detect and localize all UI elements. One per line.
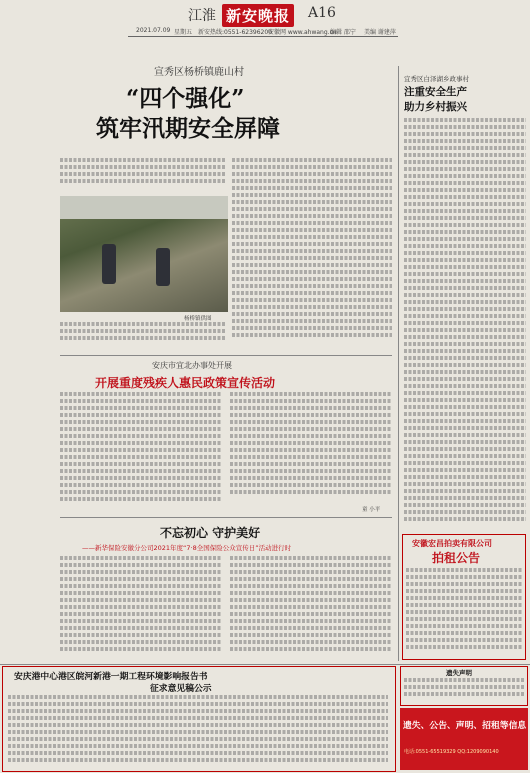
main-story-lead <box>60 158 225 192</box>
section-divider-1 <box>60 355 392 356</box>
section-divider-2 <box>60 517 392 518</box>
masthead-date: 2021.07.09 <box>136 27 171 34</box>
right-column-divider <box>398 66 399 661</box>
story2-headline: 开展重度残疾人惠民政策宣传活动 <box>95 376 276 390</box>
right-column-headline-2: 助力乡村振兴 <box>404 101 467 113</box>
story2-kicker: 安庆市宜北办事处开展 <box>152 361 232 370</box>
story3-subhead: ——新华保险安徽分公司2021年度“7·8全国保险公众宣传日”活动进行时 <box>82 544 292 552</box>
notice-ad-body <box>8 695 388 769</box>
notice-ad-title: 安庆港中心港区皖河新港一期工程环境影响报告书 <box>14 672 208 682</box>
main-story-headline-1: “四个强化” <box>126 85 245 112</box>
flood-control-photo <box>60 196 228 312</box>
masthead-website: 安徽网 www.ahwang.cn <box>268 29 337 36</box>
main-story-body <box>232 158 392 348</box>
auction-ad-subtitle: 拍租公告 <box>432 551 481 565</box>
masthead-logo: 新安晚报 <box>222 4 294 27</box>
auction-ad-title: 安徽宏昌拍卖有限公司 <box>412 539 492 548</box>
ads-divider <box>0 664 530 665</box>
right-column-body <box>404 118 526 530</box>
masthead-editor: 编辑 邵宁 <box>330 29 356 36</box>
masthead-city: 江淮 <box>188 8 216 24</box>
masthead-weekday: 星期五 <box>174 29 193 36</box>
masthead-rule <box>128 36 398 37</box>
right-column-kicker: 宜秀区白泽湖乡政事村 <box>404 75 469 83</box>
lost-notice-title: 遗失声明 <box>446 669 472 677</box>
notice-ad-subtitle: 征求意见稿公示 <box>150 684 212 694</box>
story3-body-right <box>230 556 392 660</box>
main-story-caption-text <box>60 322 225 348</box>
masthead-hotline: 新安热线:0551-62396200 <box>198 29 272 36</box>
masthead-page-number: A16 <box>308 5 336 21</box>
classified-banner-main: 遗失、公告、声明、招租等信息 <box>403 721 527 731</box>
story2-body-right <box>230 392 392 504</box>
auction-ad-body <box>406 568 522 656</box>
story3-body-left <box>60 556 222 660</box>
photo-caption: 杨桥镇供图 <box>184 316 212 322</box>
main-story-headline-2: 筑牢汛期安全屏障 <box>96 115 280 142</box>
story3-headline: 不忘初心 守护美好 <box>160 526 261 540</box>
masthead-designer: 美编 谢建萍 <box>364 29 396 36</box>
lost-notice-body <box>404 678 524 704</box>
story2-byline: 童 小平 <box>362 507 381 513</box>
classified-banner-phone: 电话:0551-65519329 QQ:1209090140 <box>404 749 499 755</box>
main-story-kicker: 宣秀区杨桥镇鹿山村 <box>154 67 244 78</box>
story2-body-left <box>60 392 222 512</box>
right-column-headline-1: 注重安全生产 <box>404 86 467 98</box>
